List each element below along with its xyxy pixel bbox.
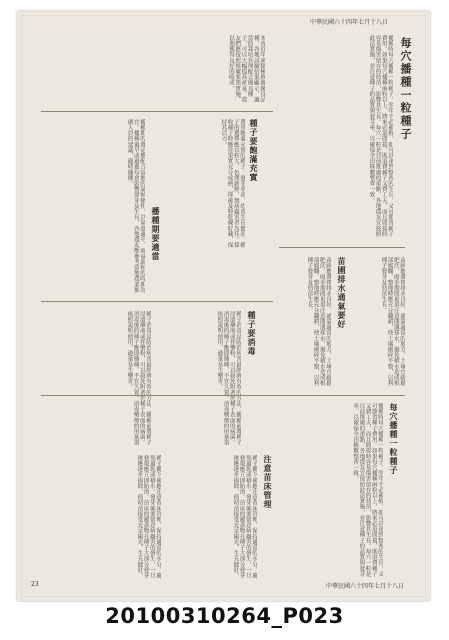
document-page bbox=[17, 11, 430, 601]
page-header bbox=[17, 17, 430, 27]
article-headline: 種子要飽滿充實 bbox=[249, 119, 259, 182]
article-body: 種子播下後應注意苗床管理，保持適當的水分，避免過乾或積水。發芽後要留意病蟲害的發生，一旦發現應立即防治。苗床的覆蓋物在種子大部分發芽後應逐步揭除，使幼苗接受充足陽光，生長健壯。 bbox=[136, 455, 161, 579]
article-headline: 注意苗床管理 bbox=[263, 455, 273, 509]
article-body: 播種期的選定應配合當地的氣候條件，以氣溫適中、雨量調和的時期為宜。播種過早或過遲均會影響發芽及生長，各地農友應參考當地農業推廣人員的建議，適時播種。 bbox=[126, 119, 145, 293]
section-divider bbox=[41, 111, 273, 112]
footer-date: 中華民國六十四年七月十八日 bbox=[325, 583, 404, 590]
archive-id-label: 20100310264_P023 bbox=[105, 604, 344, 628]
article-body: 種子消毒是防治病害最經濟有效的方法，播種前將種子浸漬藥液或拌藥粉，可以殺死附著於種子表面的病菌。消毒後的種子應即播種，不宜久置。消毒藥劑的用量須依照說明使用，過量易生藥害。 bbox=[216, 311, 241, 446]
page-footer bbox=[17, 581, 430, 591]
article-body: 播種時每穴播種一粒種子，翌年不必補植，即可以達到整齊的生長，又可節省種子費用。如果每穴播種兩粒以上，將來必須間拔，既浪費種子又費工夫，而且間拔時容易傷害留存的幼苗，影響其生長。每穴一粒是目前推廣的重點，各地農友宜按照此法實施，並注意種子的品質與發芽率，以確保全田株數整齊一致。 bbox=[352, 403, 383, 577]
section-divider bbox=[279, 247, 405, 248]
article-headline: 每穴播種一粒種子 bbox=[399, 37, 412, 141]
article-body: 苗圃應選擇排水良好、通氣適當的地方，土壤宜疏鬆肥沃。雨季期間更須注意開溝排水，避免積水造成根部腐爛。整地時應充分翻耕，使土壤細碎平整，以利種子發芽及幼苗生長。 bbox=[380, 257, 405, 386]
article-body: 種子播下後應注意苗床管理，保持適當的水分，避免過乾或積水。發芽後要留意病蟲害的發生，一旦發現應立即防治。苗床的覆蓋物在種子大部分發芽後應逐步揭除，使幼苗接受充足陽光，生長健壯。 bbox=[232, 455, 257, 579]
article-body: 播種時每穴播種一粒種子，翌年不必補植，即可以達到整齊的生長，又可節省種子費用。如果每穴播種兩粒以上，將來必須間拔，既浪費種子又費工夫，而且間拔時容易傷害留存的幼苗，影響其生長。每穴一粒是目前推廣的重點，各地農友宜按照此法實施，並注意種子的品質與發芽率，以確保全田株數整齊一致。 bbox=[368, 35, 393, 237]
section-divider bbox=[41, 301, 273, 302]
article-headline: 種子要消毒 bbox=[247, 311, 257, 356]
issue-date: 中華民國六十四年七月十八日 bbox=[309, 19, 388, 26]
article-body: 選用飽滿充實的種子，發芽率高，幼苗生長健壯。種子的選擇應以粒大、色澤新鮮、無病蟲害者為佳。採收種子時應待果實充分成熟，採後及時乾燥貯藏，保持其活力。 bbox=[220, 119, 245, 248]
section-divider bbox=[41, 395, 405, 396]
article-headline: 苗圃排水通氣要好 bbox=[337, 257, 347, 329]
article-body: 本省近年來積極推廣優良品種，各地試驗結果顯示，適當的栽培管理配合優良種子，可以大幅提高產量。農友們應按照推廣要領實施，以期獲得良好的收成。 bbox=[227, 35, 265, 103]
article-headline: 每穴播種一粒種子 bbox=[389, 403, 399, 475]
page-number: 23 bbox=[31, 581, 39, 588]
article-body: 種子消毒是防治病害最經濟有效的方法，播種前將種子浸漬藥液或拌藥粉，可以殺死附著於種子表面的病菌。消毒後的種子應即播種，不宜久置。消毒藥劑的用量須依照說明使用，過量易生藥害。 bbox=[126, 311, 151, 446]
article-headline: 播種期要適當 bbox=[151, 207, 161, 261]
article-body: 苗圃應選擇排水良好、通氣適當的地方，土壤宜疏鬆肥沃。雨季期間更須注意開溝排水，避免積水造成根部腐爛。整地時應充分翻耕，使土壤細碎平整，以利種子發芽及幼苗生長。 bbox=[306, 257, 331, 386]
